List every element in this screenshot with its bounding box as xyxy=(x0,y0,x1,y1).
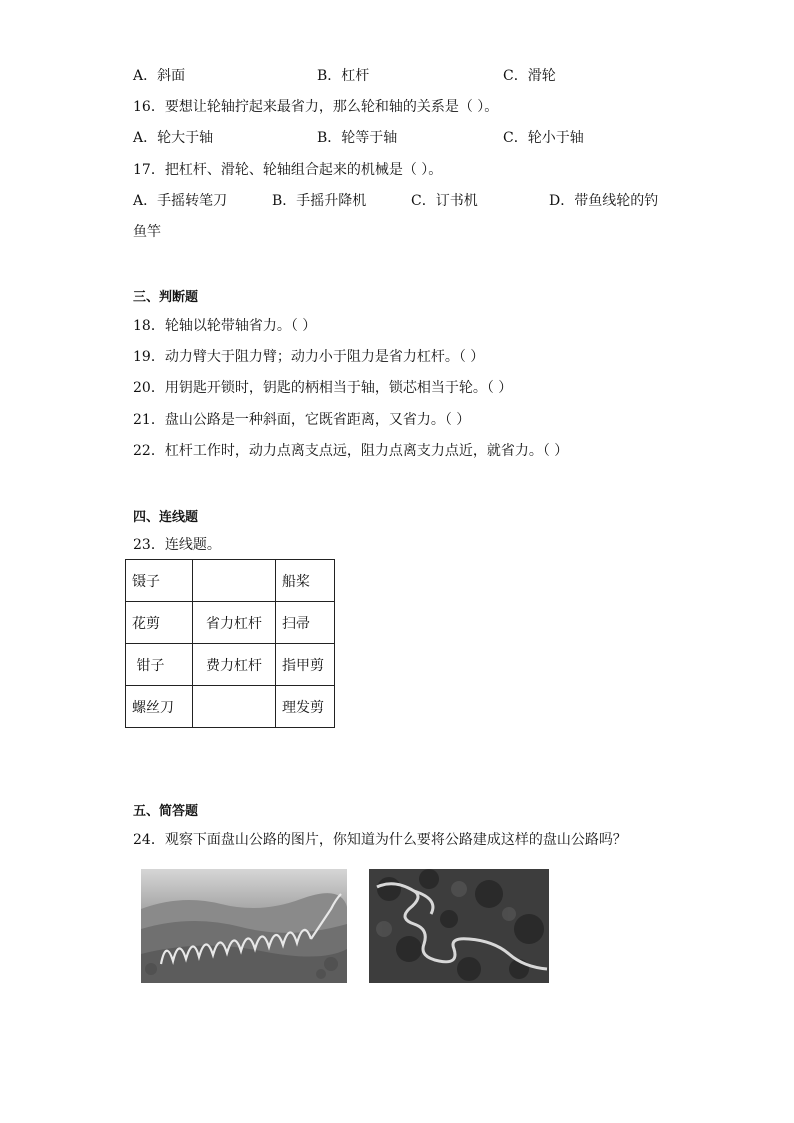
q17-option-b: B．手摇升降机 xyxy=(272,193,367,209)
q24-text: 24．观察下面盘山公路的图片，你知道为什么要将公路建成这样的盘山公路吗？ xyxy=(133,832,627,848)
q15-option-c: C．滑轮 xyxy=(503,68,556,84)
section4-title: 四、连线题 xyxy=(133,510,199,525)
table-cell: 费力杠杆 xyxy=(193,644,276,686)
q16-text: 16．要想让轮轴拧起来最省力，那么轮和轴的关系是（ ）。 xyxy=(133,99,499,115)
q16-option-c: C．轮小于轴 xyxy=(503,130,584,146)
table-cell: 钳子 xyxy=(126,644,193,686)
q16-option-b: B．轮等于轴 xyxy=(317,130,398,146)
table-cell: 扫帚 xyxy=(276,602,335,644)
q17-text: 17．把杠杆、滑轮、轮轴组合起来的机械是（ ）。 xyxy=(133,162,443,178)
switchback-road-photo-2 xyxy=(369,869,549,983)
q18-text: 18．轮轴以轮带轴省力。（ ） xyxy=(133,318,317,334)
table-row xyxy=(126,686,335,728)
matching-table xyxy=(125,559,335,728)
table-cell: 指甲剪 xyxy=(276,644,335,686)
q15-option-a: A．斜面 xyxy=(133,68,186,84)
q17-option-a: A．手摇转笔刀 xyxy=(133,193,228,209)
q22-text: 22．杠杆工作时，动力点离支点远，阻力点离支力点近，就省力。（ ） xyxy=(133,443,569,459)
table-row xyxy=(126,644,335,686)
q20-text: 20．用钥匙开锁时，钥匙的柄相当于轴，锁芯相当于轮。（ ） xyxy=(133,380,513,396)
table-cell: 省力杠杆 xyxy=(193,602,276,644)
table-cell xyxy=(193,686,276,728)
switchback-road-photo-1 xyxy=(141,869,347,983)
table-cell: 镊子 xyxy=(126,560,193,602)
section3-title: 三、判断题 xyxy=(133,290,199,305)
q21-text: 21．盘山公路是一种斜面，它既省距离，又省力。（ ） xyxy=(133,412,471,428)
q15-option-b: B．杠杆 xyxy=(317,68,370,84)
q19-text: 19．动力臂大于阻力臂；动力小于阻力是省力杠杆。（ ） xyxy=(133,349,485,365)
table-row xyxy=(126,560,335,602)
section5-title: 五、简答题 xyxy=(133,804,199,819)
table-cell: 理发剪 xyxy=(276,686,335,728)
q23-text: 23．连线题。 xyxy=(133,537,221,553)
table-cell xyxy=(193,560,276,602)
table-cell: 船桨 xyxy=(276,560,335,602)
table-row xyxy=(126,602,335,644)
table-cell: 螺丝刀 xyxy=(126,686,193,728)
q16-option-a: A．轮大于轴 xyxy=(133,130,214,146)
q17-option-d-continued: 鱼竿 xyxy=(133,224,161,240)
q17-option-c: C．订书机 xyxy=(411,193,478,209)
q17-option-d: D．带鱼线轮的钓 xyxy=(549,193,659,209)
table-cell: 花剪 xyxy=(126,602,193,644)
